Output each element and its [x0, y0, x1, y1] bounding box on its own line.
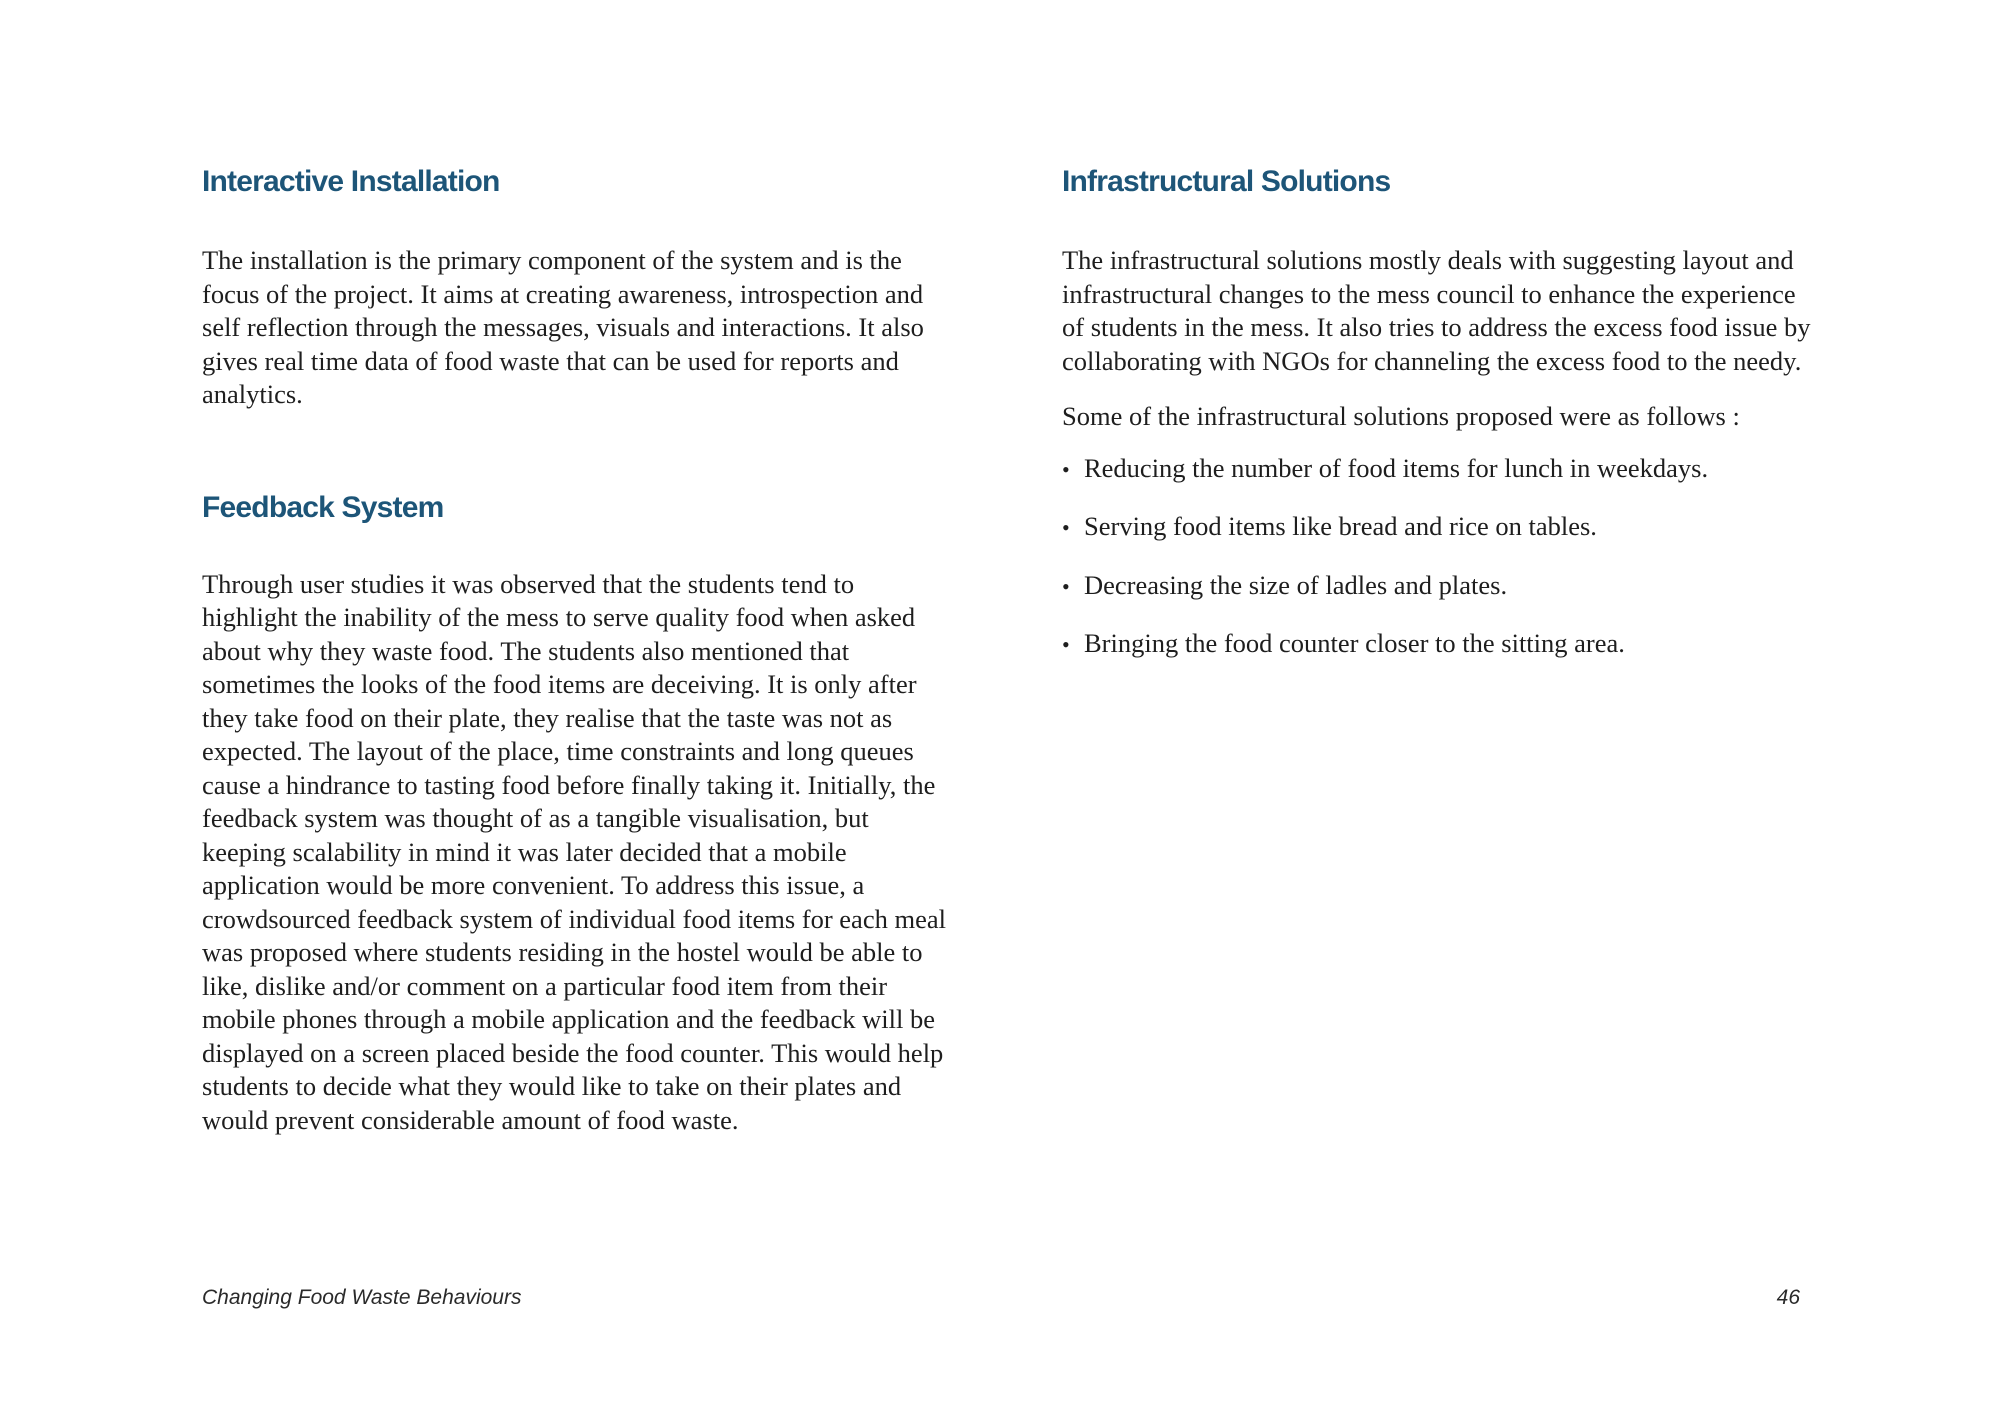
- text-line: gives real time data of food waste that can be used for reports and: [202, 345, 899, 376]
- section-feedback-system: [202, 486, 962, 1138]
- text-line: sometimes the looks of the food items are deceiving. It is only after: [202, 669, 917, 699]
- right-column: [1062, 160, 1822, 686]
- text-line: displayed on a screen placed beside the food counter. This would help: [202, 1037, 944, 1068]
- text-line: would prevent considerable amount of food waste.: [202, 1104, 739, 1135]
- text-line: The installation is the primary component of the system and is the: [202, 245, 902, 275]
- text-line: about why they waste food. The students also mentioned that: [202, 635, 850, 666]
- text-line: infrastructural changes to the mess council to enhance the experience: [1062, 278, 1796, 309]
- list-item: [1062, 510, 1822, 545]
- bullet-icon: •: [1062, 632, 1070, 657]
- text-line: they take food on their plate, they realise that the taste was not as: [202, 702, 893, 733]
- section-title: Feedback System: [202, 490, 444, 524]
- paragraph: [202, 568, 962, 1138]
- bullet-icon: •: [1062, 456, 1070, 482]
- bullet-icon: •: [1062, 573, 1070, 599]
- text-line: like, dislike and/or comment on a particular food item from their: [202, 970, 888, 1001]
- list-item-text: Decreasing the size of ladles and plates.: [1084, 569, 1508, 600]
- text-line: Through user studies it was observed that the students tend to: [202, 568, 855, 599]
- section-interactive-installation: [202, 160, 962, 412]
- list-item: [1062, 452, 1822, 487]
- text-line: feedback system was thought of as a tangible visualisation, but: [202, 803, 869, 833]
- text-line: was proposed where students residing in the hostel would be able to: [202, 937, 923, 967]
- list-item: [1062, 569, 1822, 604]
- text-line: of students in the mess. It also tries to address the excess food issue by: [1062, 312, 1811, 342]
- text-line: students to decide what they would like to take on their plates and: [202, 1071, 902, 1101]
- text-line: analytics.: [202, 379, 303, 409]
- list-item-text: Bringing the food counter closer to the sitting area.: [1084, 628, 1625, 658]
- text-line: highlight the inability of the mess to serve quality food when asked: [202, 602, 916, 632]
- section-infrastructural-solutions: [1062, 160, 1822, 662]
- text-line: mobile phones through a mobile application and the feedback will be: [202, 1004, 935, 1034]
- list-intro: Some of the infrastructural solutions proposed were as follows :: [1062, 401, 1740, 431]
- section-title: Infrastructural Solutions: [1062, 165, 1391, 198]
- text-line: focus of the project. It aims at creating awareness, introspection and: [202, 278, 924, 309]
- solutions-list: [1062, 452, 1822, 662]
- text-line: The infrastructural solutions mostly deals with suggesting layout and: [1062, 245, 1794, 275]
- section-title: Interactive Installation: [202, 165, 500, 198]
- list-item-text: Serving food items like bread and rice on tables.: [1084, 511, 1597, 541]
- paragraph: [202, 244, 962, 412]
- text-line: application would be more convenient. To address this issue, a: [202, 870, 865, 900]
- left-column: [202, 160, 962, 1137]
- text-line: crowdsourced feedback system of individual food items for each meal: [202, 903, 946, 934]
- paragraph: [1062, 244, 1822, 378]
- bullet-icon: •: [1062, 515, 1070, 540]
- text-line: expected. The layout of the place, time constraints and long queues: [202, 736, 914, 766]
- text-line: cause a hindrance to tasting food before finally taking it. Initially, the: [202, 769, 936, 800]
- list-item: [1062, 627, 1822, 662]
- list-item-text: Reducing the number of food items for lunch in weekdays.: [1084, 452, 1709, 483]
- text-line: self reflection through the messages, visuals and interactions. It also: [202, 312, 924, 342]
- text-line: collaborating with NGOs for channeling the excess food to the needy.: [1062, 345, 1802, 376]
- text-line: keeping scalability in mind it was later decided that a mobile: [202, 836, 847, 867]
- footer-document-title: Changing Food Waste Behaviours: [202, 1286, 522, 1309]
- page-number: 46: [1776, 1286, 1800, 1309]
